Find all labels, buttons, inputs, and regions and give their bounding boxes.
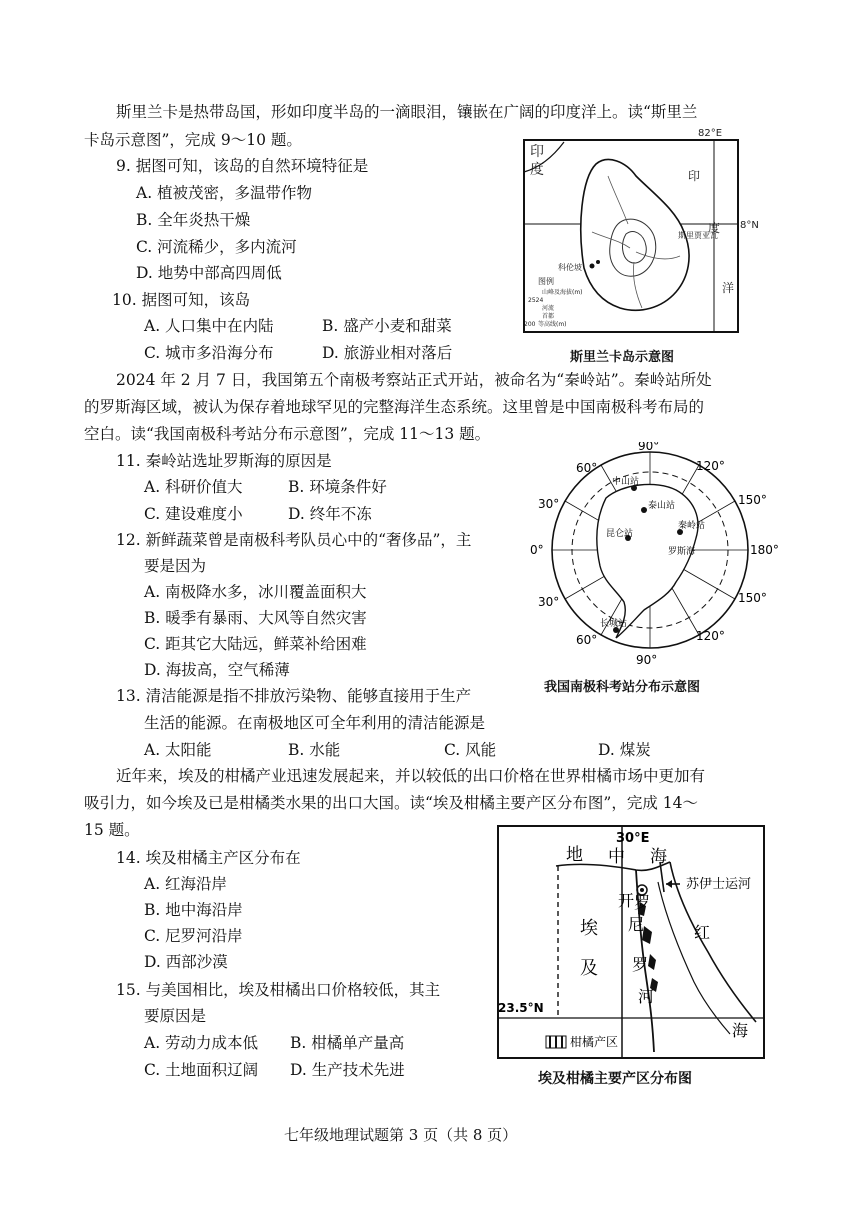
q13-option-d: D. 煤炭: [598, 741, 651, 759]
cairo-label-2: 罗: [634, 893, 651, 912]
red-sea-label-1: 红: [694, 923, 711, 942]
q15-option-a: A. 劳动力成本低: [144, 1034, 259, 1052]
sri-lanka-map: [518, 128, 764, 338]
map1-legend-peak-value: 2524: [528, 297, 544, 304]
med-label-3: 海: [650, 847, 667, 867]
map1-legend-title: 图例: [538, 277, 554, 286]
q15-option-d: D. 生产技术先进: [290, 1061, 405, 1079]
map1-legend-contour: 等高线(m): [538, 321, 567, 328]
map1-india-label-2: 度: [530, 162, 544, 178]
nile-label-3: 河: [638, 987, 655, 1006]
egypt-citrus-map: [494, 822, 768, 1062]
q11-option-c: C. 建设难度小: [144, 505, 243, 523]
station-changcheng: 长城站: [600, 619, 628, 629]
deg-60-bl: 60°: [576, 633, 598, 647]
q10-option-a: A. 人口集中在内陆: [144, 317, 274, 335]
q12-stem-1: 12. 新鲜蔬菜曾是南极科考队员心中的“奢侈品”，主: [116, 531, 472, 549]
q10-option-d: D. 旅游业相对落后: [322, 344, 453, 362]
sea-ross: 罗斯海: [668, 547, 696, 557]
deg-90-bottom: 90°: [636, 653, 658, 667]
q9-option-d: D. 地势中部高四周低: [136, 264, 282, 282]
q12-option-a: A. 南极降水多，冰川覆盖面积大: [144, 583, 367, 601]
red-sea-label-2: 海: [732, 1021, 749, 1040]
q13-option-c: C. 风能: [444, 741, 497, 759]
egypt-lat-label: 23.5°N: [498, 1001, 544, 1015]
map1-legend-contour-value: 200: [524, 321, 536, 328]
q10-option-b: B. 盛产小麦和甜菜: [322, 317, 452, 335]
intro3-line3: 15 题。: [84, 821, 140, 839]
q15-option-c: C. 土地面积辽阔: [144, 1061, 259, 1079]
q14-stem: 14. 埃及柑橘主产区分布在: [116, 849, 301, 867]
map2-caption: 我国南极科考站分布示意图: [544, 680, 701, 695]
deg-120-br: 120°: [696, 629, 725, 643]
deg-120-tr: 120°: [696, 459, 725, 473]
egypt-legend-label: 柑橘产区: [570, 1035, 619, 1049]
q15-stem-1: 15. 与美国相比，埃及柑橘出口价格较低，其主: [116, 981, 441, 999]
station-zhongshan: 中山站: [612, 477, 640, 487]
page-footer: 七年级地理试题第 3 页（共 8 页）: [284, 1126, 518, 1144]
q11-option-d: D. 终年不冻: [288, 505, 372, 523]
intro1-line2: 卡岛示意图”，完成 9～10 题。: [84, 131, 302, 149]
cairo-label-1: 开: [618, 891, 635, 910]
deg-0: 0°: [530, 543, 544, 557]
map1-caption: 斯里兰卡岛示意图: [570, 350, 675, 365]
map1-lat-label: 8°N: [740, 220, 759, 231]
map1-ocean-label-3: 洋: [722, 281, 735, 295]
q11-option-b: B. 环境条件好: [288, 478, 387, 496]
q15-stem-2: 要原因是: [144, 1007, 207, 1025]
map3-caption: 埃及柑橘主要产区分布图: [538, 1071, 692, 1087]
egypt-lon-label: 30°E: [616, 831, 650, 846]
nile-label-2: 罗: [632, 955, 649, 974]
med-label-2: 中: [608, 847, 625, 867]
map1-india-label-1: 印: [530, 144, 544, 160]
map1-legend-river: 河流: [542, 305, 555, 312]
q9-option-c: C. 河流稀少，多内流河: [136, 238, 297, 256]
intro2-line2: 的罗斯海区域，被认为保存着地球罕见的完整海洋生态系统。这里曾是中国南极科考布局的: [84, 398, 705, 416]
med-label-1: 地: [566, 845, 583, 865]
intro3-line1: 近年来，埃及的柑橘产业迅速发展起来，并以较低的出口价格在世界柑橘市场中更加有: [116, 767, 706, 785]
station-kunlun: 昆仑站: [606, 529, 634, 539]
q13-option-a: A. 太阳能: [144, 741, 212, 759]
q12-option-b: B. 暖季有暴雨、大风等自然灾害: [144, 609, 367, 627]
q9-option-a: A. 植被茂密，多温带作物: [136, 184, 313, 202]
q12-option-d: D. 海拔高，空气稀薄: [144, 661, 290, 679]
station-qinling: 秦岭站: [678, 521, 706, 531]
map1-legend-peak: 山峰及海拔(m): [542, 289, 583, 296]
map1-ocean-label-2: 度: [708, 221, 721, 235]
q14-option-b: B. 地中海沿岸: [144, 901, 243, 919]
deg-150-br: 150°: [738, 591, 767, 605]
deg-60-tl: 60°: [576, 461, 598, 475]
egypt-label-2: 及: [580, 958, 598, 979]
deg-180: 180°: [750, 543, 779, 557]
intro2-line3: 空白。读“我国南极科考站分布示意图”，完成 11～13 题。: [84, 425, 491, 443]
deg-150-r: 150°: [738, 493, 767, 507]
antarctica-station-map: [526, 442, 780, 668]
q14-option-a: A. 红海沿岸: [144, 875, 228, 893]
intro2-line1: 2024 年 2 月 7 日，我国第五个南极考察站正式开站，被命名为“秦岭站”。秦岭站所处: [116, 371, 712, 389]
deg-30-bl: 30°: [538, 595, 560, 609]
map1-ocean-label-1: 印: [688, 169, 701, 183]
q14-option-c: C. 尼罗河沿岸: [144, 927, 243, 945]
q13-stem-2: 生活的能源。在南极地区可全年利用的清洁能源是: [144, 714, 486, 732]
map1-lon-label: 82°E: [698, 128, 723, 139]
q13-stem-1: 13. 清洁能源是指不排放污染物、能够直接用于生产: [116, 687, 472, 705]
q9-stem: 9. 据图可知，该岛的自然环境特征是: [116, 157, 369, 175]
deg-30-l: 30°: [538, 497, 560, 511]
q14-option-d: D. 西部沙漠: [144, 953, 228, 971]
q11-option-a: A. 科研价值大: [144, 478, 243, 496]
map1-city-1: 斯里贾亚瓦: [678, 231, 718, 240]
map1-legend-capital: 首都: [542, 313, 555, 320]
q13-option-b: B. 水能: [288, 741, 341, 759]
q10-option-c: C. 城市多沿海分布: [144, 344, 274, 362]
q12-option-c: C. 距其它大陆远，鲜菜补给困难: [144, 635, 367, 653]
deg-90-top: 90°: [638, 442, 660, 453]
egypt-label-1: 埃: [580, 918, 598, 939]
nile-label-1: 尼: [628, 915, 645, 934]
suez-label: 苏伊士运河: [686, 877, 752, 892]
q15-option-b: B. 柑橘单产量高: [290, 1034, 405, 1052]
q10-stem: 10. 据图可知，该岛: [112, 291, 251, 309]
q11-stem: 11. 秦岭站选址罗斯海的原因是: [116, 452, 332, 470]
map1-city-2: 科伦坡: [558, 263, 582, 272]
station-taishan: 泰山站: [648, 501, 676, 511]
intro1-line1: 斯里兰卡是热带岛国，形如印度半岛的一滴眼泪，镶嵌在广阔的印度洋上。读“斯里兰: [116, 103, 698, 121]
intro3-line2: 吸引力，如今埃及已是柑橘类水果的出口大国。读“埃及柑橘主要产区分布图”，完成 14～: [84, 794, 699, 812]
q9-option-b: B. 全年炎热干燥: [136, 211, 251, 229]
q12-stem-2: 要是因为: [144, 557, 207, 575]
